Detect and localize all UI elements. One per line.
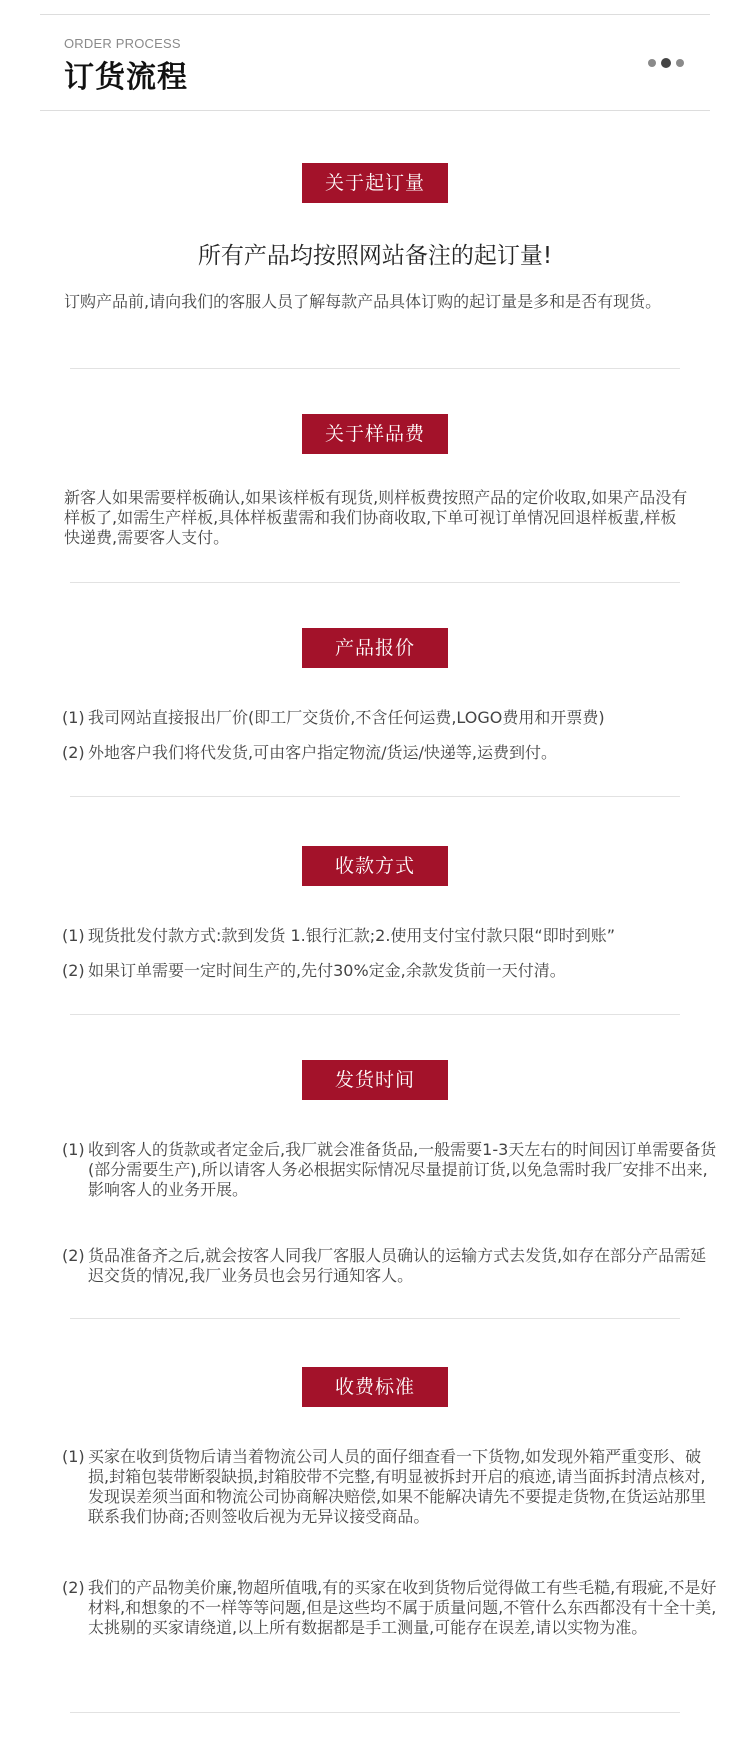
section-badge-sample-fee: 关于样品费 <box>302 414 448 454</box>
page-title: 订货流程 <box>64 60 188 95</box>
item-number: (1) <box>62 708 85 727</box>
item-number: (2) <box>62 961 85 980</box>
section-paragraph: 新客人如果需要样板确认,如果该样板有现货,则样板费按照产品的定价收取,如果产品没有样板了,如需生产样板,具体样板蜚需和我们协商收取,下单可视订单情况回退样板蜚,样板快递费,需要客人支付。 <box>64 488 688 547</box>
list-item <box>62 1246 718 1286</box>
section-badge-payment: 收款方式 <box>302 846 448 886</box>
item-text: 我司网站直接报出厂价(即工厂交货价,不含任何运费,LOGO费用和开票费) <box>88 708 605 727</box>
section-divider <box>70 1014 680 1015</box>
item-number: (2) <box>62 743 85 762</box>
item-number: (1) <box>62 1447 85 1466</box>
page-subtitle: ORDER PROCESS <box>64 36 181 51</box>
section-paragraph: 订购产品前,请向我们的客服人员了解每款产品具体订购的起订量是多和是否有现货。 <box>64 292 662 311</box>
list-item <box>62 708 718 728</box>
item-number: (2) <box>62 1578 85 1597</box>
list-item <box>62 743 718 763</box>
list-item <box>62 961 718 981</box>
list-item <box>62 1578 718 1638</box>
item-text: 如果订单需要一定时间生产的,先付30%定金,余款发货前一天付清。 <box>88 961 566 980</box>
section-badge-delivery-time: 发货时间 <box>302 1060 448 1100</box>
list-item <box>62 1447 718 1527</box>
section-headline: 所有产品均按照网站备注的起订量! <box>197 243 553 269</box>
item-number: (1) <box>62 1140 85 1159</box>
section-badge-quotation: 产品报价 <box>302 628 448 668</box>
item-text: 我们的产品物美价廉,物超所值哦,有的买家在收到货物后觉得做工有些毛糙,有瑕疵,不是好材料,和想象的不一样等等问题,但是这些均不属于质量问题,不管什么东西都没有十全十美,太挑剔的买家请绕道,以上所有数据都是手工测量,可能存在误差,请以实物为准。 <box>88 1578 717 1637</box>
section-badge-charge-standard: 收费标准 <box>302 1367 448 1407</box>
section-badge-min-order: 关于起订量 <box>302 163 448 203</box>
item-number: (1) <box>62 926 85 945</box>
section-divider <box>70 1318 680 1319</box>
item-text: 收到客人的货款或者定金后,我厂就会准备货品,一般需要1-3天左右的时间因订单需要备货(部分需要生产),所以请客人务必根据实际情况尽量提前订货,以免急需时我厂安排不出来,影响客人的业务开展。 <box>88 1140 717 1199</box>
item-text: 买家在收到货物后请当着物流公司人员的面仔细查看一下货物,如发现外箱严重变形、破损,封箱包装带断裂缺损,封箱胶带不完整,有明显被拆封开启的痕迹,请当面拆封清点核对,发现误差须当面和物流公司协商解决赔偿,如果不能解决请先不要提走货物,在货运站那里联系我们协商;否则签收后视为无异议接受商品。 <box>88 1447 707 1526</box>
section-divider <box>70 582 680 583</box>
item-text: 货品准备齐之后,就会按客人同我厂客服人员确认的运输方式去发货,如存在部分产品需延迟交货的情况,我厂业务员也会另行通知客人。 <box>88 1246 707 1285</box>
list-item <box>62 926 718 946</box>
item-text: 外地客户我们将代发货,可由客户指定物流/货运/快递等,运费到付。 <box>88 743 557 762</box>
list-item <box>62 1140 718 1200</box>
section-divider <box>70 368 680 369</box>
item-number: (2) <box>62 1246 85 1265</box>
section-divider <box>70 796 680 797</box>
page-header <box>40 14 710 111</box>
section-divider <box>70 1712 680 1713</box>
item-text: 现货批发付款方式:款到发货 1.银行汇款;2.使用支付宝付款只限“即时到账” <box>88 926 615 945</box>
more-dots-icon[interactable] <box>648 58 684 68</box>
